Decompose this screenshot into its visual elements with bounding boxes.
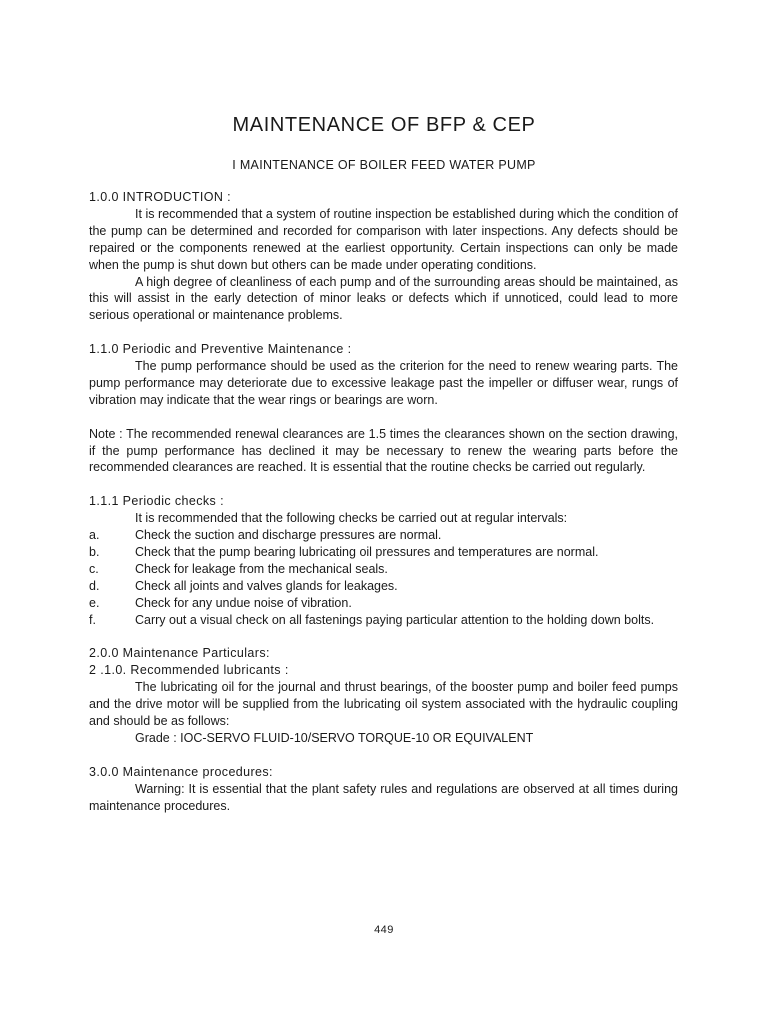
list-text: Check all joints and valves glands for leakages.	[135, 578, 398, 593]
checklist	[89, 527, 678, 628]
spacer	[89, 476, 678, 493]
list-text: Check the suction and discharge pressures are normal.	[135, 528, 442, 543]
section-heading-introduction: 1.0.0 INTRODUCTION :	[89, 190, 232, 204]
list-text: Check for any undue noise of vibration.	[135, 595, 352, 610]
list-item	[89, 578, 678, 595]
list-marker: f.	[89, 612, 96, 627]
document-body	[89, 189, 678, 814]
spacer	[89, 324, 678, 341]
paragraph-lubricants: The lubricating oil for the journal and thrust bearings, of the booster pump and boiler feed pumps and the drive motor will be supplied from the lubricating oil system associated with the hydraulic coupling and should be as follows:	[89, 680, 678, 729]
list-marker: d.	[89, 578, 100, 593]
paragraph-procedures-warning: Warning: It is essential that the plant safety rules and regulations are observed at all times during maintenance procedures.	[89, 781, 678, 813]
list-marker: a.	[89, 528, 100, 543]
section-heading-periodic-checks: 1.1.1 Periodic checks :	[89, 494, 224, 509]
list-item	[89, 544, 678, 561]
paragraph-introduction-2: A high degree of cleanliness of each pump and of the surrounding areas should be maintained, as this will assist in the early detection of minor leaks or defects which if unnoticed, could lead to more serious operational or maintenance problems.	[89, 274, 678, 323]
paragraph-periodic-preventive: The pump performance should be used as the criterion for the need to renew wearing parts. The pump performance may deteriorate due to excessive leakage past the impeller or diffuser wear, rungs of vibration may indicate that the wear rings or bearings are worn.	[89, 359, 678, 407]
note-paragraph: Note : The recommended renewal clearances are 1.5 times the clearances shown on the section drawing, if the pump performance has declined it may be necessary to renew the wearing parts before the recommended clearances are reached. It is essential that the routine checks be carried out regularly.	[89, 426, 678, 475]
list-marker: b.	[89, 544, 100, 559]
paragraph-periodic-checks-lead: It is recommended that the following checks be carried out at regular intervals:	[135, 511, 568, 526]
list-text: Carry out a visual check on all fastenings paying particular attention to the holding down bolts.	[135, 612, 655, 627]
list-marker: e.	[89, 595, 100, 610]
spacer	[89, 409, 678, 426]
paragraph-introduction-1: It is recommended that a system of routine inspection be established during which the condition of the pump can be determined and recorded for comparison with later inspections. Any defects should be repaired or the components renewed at the earliest opportunity. Certain inspections can only be made when the pump is shut down but others can be made under operating conditions.	[89, 206, 678, 272]
spacer	[89, 747, 678, 764]
page-subtitle: I MAINTENANCE OF BOILER FEED WATER PUMP	[232, 158, 536, 172]
section-heading-procedures: 3.0.0 Maintenance procedures:	[89, 764, 273, 779]
page-title: MAINTENANCE OF BFP & CEP	[232, 114, 536, 136]
list-item	[89, 527, 678, 544]
section-heading-maintenance-particulars: 2.0.0 Maintenance Particulars:	[89, 646, 270, 661]
section-heading-periodic-preventive: 1.1.0 Periodic and Preventive Maintenance :	[89, 342, 352, 357]
grade-line: Grade : IOC-SERVO FLUID-10/SERVO TORQUE-10 OR EQUIVALENT	[135, 730, 534, 745]
list-text: Check that the pump bearing lubricating oil pressures and temperatures are normal.	[135, 544, 599, 559]
list-item	[89, 612, 678, 629]
list-marker: c.	[89, 561, 99, 576]
list-text: Check for leakage from the mechanical seals.	[135, 561, 388, 576]
subsection-heading-lubricants: 2 .1.0. Recommended lubricants :	[89, 663, 289, 678]
spacer	[89, 629, 678, 646]
page-number: 449	[374, 924, 394, 936]
list-item	[89, 561, 678, 578]
list-item	[89, 595, 678, 612]
